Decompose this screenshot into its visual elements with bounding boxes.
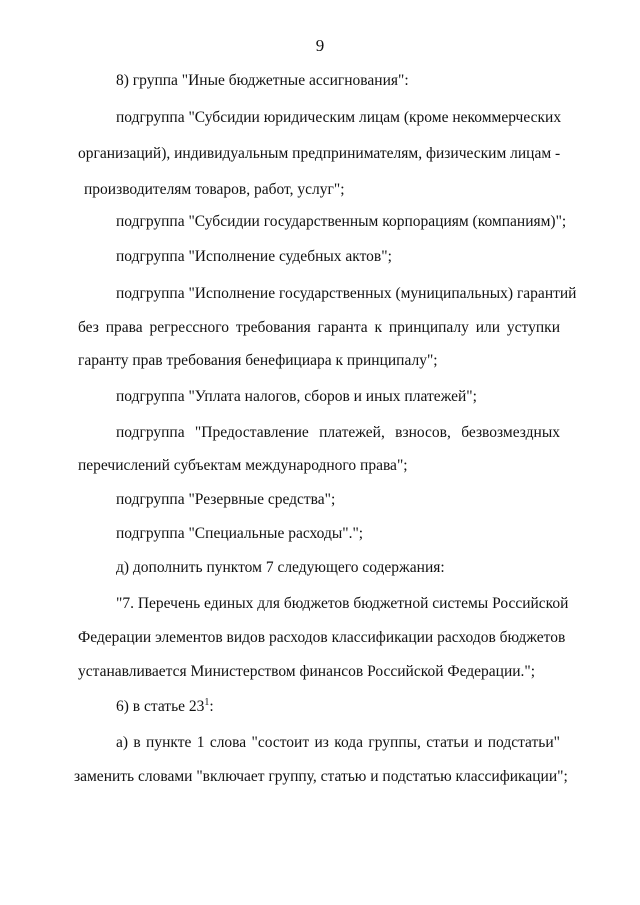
paragraph-line-6: подгруппа "Исполнение судебных актов"; bbox=[116, 248, 392, 265]
paragraph-line-8: без права регрессного требования гаранта к принципалу или уступки bbox=[78, 319, 560, 336]
paragraph-line-14: подгруппа "Специальные расходы"."; bbox=[116, 525, 364, 542]
paragraph-line-15: д) дополнить пунктом 7 следующего содержания: bbox=[116, 559, 445, 576]
paragraph-line-4: производителям товаров, работ, услуг"; bbox=[84, 181, 345, 198]
paragraph-line-12: перечислений субъектам международного права"; bbox=[78, 457, 408, 474]
paragraph-line-21: заменить словами "включает группу, статью и подстатью классификации"; bbox=[74, 768, 568, 785]
article-ref-colon: : bbox=[209, 698, 214, 715]
paragraph-line-18: устанавливается Министерством финансов Российской Федерации."; bbox=[78, 663, 536, 680]
paragraph-line-13: подгруппа "Резервные средства"; bbox=[116, 491, 336, 508]
paragraph-line-19 bbox=[116, 697, 214, 717]
paragraph-line-5: подгруппа "Субсидии государственным корпорациям (компаниям)"; bbox=[116, 213, 567, 230]
paragraph-line-7: подгруппа "Исполнение государственных (муниципальных) гарантий bbox=[116, 285, 577, 302]
article-ref-superscript: 1 bbox=[204, 696, 210, 708]
page-number: 9 bbox=[315, 36, 325, 55]
article-ref-text: 6) в статье 23 bbox=[116, 698, 205, 715]
paragraph-line-9: гаранту прав требования бенефициара к принципалу"; bbox=[78, 352, 438, 369]
paragraph-line-10: подгруппа "Уплата налогов, сборов и иных платежей"; bbox=[116, 388, 477, 405]
paragraph-line-17: Федерации элементов видов расходов классификации расходов бюджетов bbox=[78, 629, 566, 646]
paragraph-line-11: подгруппа "Предоставление платежей, взносов, безвозмездных bbox=[116, 424, 560, 441]
paragraph-line-2: подгруппа "Субсидии юридическим лицам (кроме некоммерческих bbox=[116, 109, 562, 126]
paragraph-line-16: "7. Перечень единых для бюджетов бюджетной системы Российской bbox=[116, 595, 569, 612]
paragraph-line-3: организаций), индивидуальным предпринимателям, физическим лицам - bbox=[78, 145, 561, 162]
paragraph-line-20: а) в пункте 1 слова "состоит из кода группы, статьи и подстатьи" bbox=[116, 734, 560, 751]
paragraph-line-1: 8) группа "Иные бюджетные ассигнования": bbox=[116, 72, 409, 89]
